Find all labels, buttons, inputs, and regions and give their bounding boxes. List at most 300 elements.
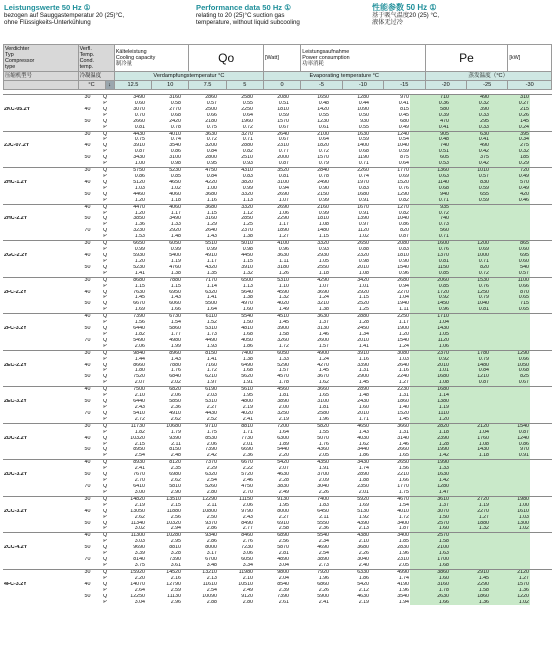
value-cell: 1110 [410,411,450,417]
qp-cell: P [103,489,107,495]
value-cell: 1430 [450,447,490,453]
value-cell: 1.42 [410,478,450,484]
qo-line: Cooling capacity [115,54,156,61]
value-cell: 2.43 [242,514,253,520]
value-cell: 2920 [169,228,181,234]
value-cell: 2150 [317,191,329,197]
value-cell: 2.54 [206,478,217,484]
value-cell: 1280 [410,484,450,490]
value-cell: 5410 [133,410,145,416]
value-cell: 3100 [169,155,181,161]
value-cell: 1.00 [206,185,217,191]
cond-temp-cell: 50 [84,216,91,222]
value-cell: 820 [400,228,409,234]
value-cell: 0.64 [242,112,253,118]
cond-temp-cell: 50 [84,545,91,551]
table-row [3,453,552,459]
value-cell: 5290 [277,362,289,368]
qp-cell: P [103,100,107,106]
table-row [3,198,552,204]
qp-cell: P [103,562,107,568]
value-cell: 1.18 [410,430,450,436]
temp-col: -20 [425,81,466,90]
header-line2-zh: 液体无过冷 [372,19,403,27]
value-cell: 940 [410,192,450,198]
cond-temp-cell [75,307,101,313]
value-cell: 3.75 [134,562,145,568]
value-cell: 10320 [130,435,145,441]
value-cell: 1.10 [278,283,289,289]
value-cell: 2230 [397,387,409,393]
value-cell: 8530 [205,435,217,441]
value-cell: 1.88 [358,478,369,484]
value-cell: 1.15 [206,210,217,216]
value-cell: 0.86 [490,442,530,448]
value-cell: 0.61 [318,124,329,130]
value-cell: 930 [360,118,369,124]
value-cell: 3400 [397,520,409,526]
value-cell: 8960 [169,350,181,356]
qp-cell: P [103,222,107,228]
value-cell: 2.09 [318,478,329,484]
value-cell: 420 [490,192,530,198]
qp-cell: P [103,247,107,253]
value-cell: 5260 [205,484,217,489]
value-cell: 1280 [357,95,369,100]
value-cell: 11150 [239,496,253,502]
value-cell: 1290 [397,191,409,197]
qp-cell: Q [102,362,108,368]
value-cell: 1880 [450,521,490,527]
value-cell: 1240 [490,436,530,442]
value-cell: 1960 [241,118,253,124]
value-cell: 1.16 [398,368,409,374]
value-cell: 2600 [317,337,329,343]
value-cell: 3400 [397,533,409,539]
value-cell: 4380 [357,533,369,539]
value-cell: 0.96 [278,247,289,253]
value-cell: 1.15 [242,258,253,264]
value-cell: 680 [400,118,409,124]
value-cell: 0.27 [490,101,530,107]
cond-temp-cell: 40 [84,179,91,185]
cond-temp-cell [75,344,101,350]
value-cell: 1.50 [242,320,253,326]
value-cell: 2.13 [358,526,369,532]
qp-cell: Q [102,533,108,539]
header-title-en: Performance data 50 Hz ① [196,3,292,12]
value-cell: 7500 [133,387,145,393]
value-cell: 3270 [241,131,253,137]
value-cell: 5310 [205,326,217,332]
cond-temp-cell: 70 [84,337,91,343]
value-cell: 8540 [277,581,289,587]
value-cell: 0.68 [170,112,181,118]
value-cell: 9710 [205,423,217,429]
value-cell: 2.07 [134,380,145,386]
value-cell [490,490,530,496]
value-cell: 4910 [205,252,217,258]
value-cell: 2250 [241,106,253,112]
cond-temp-cell: 50 [84,399,91,405]
model-name: 2EC-3.2Y [4,399,27,405]
value-cell: 3160 [410,582,450,588]
value-cell: 1.33 [410,466,450,472]
model-name [3,490,75,496]
value-cell: 10680 [166,423,181,429]
value-cell: 0.55 [242,100,253,106]
value-cell: 3490 [133,95,145,100]
value-cell: 2.90 [170,489,181,495]
pe-line: 功率消耗 [302,61,324,68]
table-row [3,307,552,313]
value-cell: 6320 [205,472,217,478]
qp-cell: Q [102,252,108,258]
value-cell: 1100 [490,278,530,284]
value-cell: 6050 [277,350,289,356]
value-cell: 0.34 [490,137,530,143]
value-cell: 3660 [397,423,409,429]
value-cell: 0.65 [490,295,530,301]
value-cell: 6320 [205,289,217,295]
value-cell: 0.39 [410,113,450,119]
cond-temp-cell [75,453,101,459]
value-cell: 3520 [277,168,289,174]
value-cell: 1.72 [206,368,217,374]
value-cell: 6820 [169,387,181,393]
value-cell: 2900 [357,374,369,380]
qp-cell: Q [102,423,108,429]
value-cell: 2.77 [242,526,253,532]
value-cell: 4570 [277,374,289,380]
value-cell: 3680 [357,545,369,551]
value-cell: 1810 [397,252,409,258]
value-cell: 1.00 [490,503,530,509]
value-cell: 2.96 [170,599,181,605]
value-cell: 7880 [169,277,181,283]
value-cell: 1.65 [398,453,409,459]
value-cell: 3.48 [206,562,217,568]
value-cell: 970 [490,447,530,453]
value-cell: 2660 [133,118,145,124]
value-cell: 4460 [133,191,145,197]
value-cell: 1.38 [318,307,329,313]
qp-cell: Q [102,520,108,526]
value-cell: 2.05 [318,453,329,459]
value-cell: 15920 [130,569,145,575]
value-cell: 2.95 [170,539,181,545]
value-cell: 2.61 [278,599,289,605]
qp-cell: Q [102,289,108,295]
value-cell: 2.70 [242,489,253,495]
value-cell: 0.66 [490,357,530,363]
value-cell: 1.45 [450,576,490,582]
qp-cell: Q [102,216,108,222]
model-name [3,161,75,167]
value-cell: 1900 [397,326,409,332]
compressor-block [3,496,552,533]
qp-cell: P [103,161,107,167]
cond-temp-cell [75,125,101,131]
value-cell: 8140 [133,557,145,563]
model-name [3,234,75,240]
value-cell: 1.46 [398,441,409,447]
value-cell: 3100 [317,399,329,405]
value-cell: 0.54 [398,137,409,143]
value-cell: 3320 [241,204,253,210]
value-cell: 4430 [205,410,217,416]
table-header [3,44,552,90]
value-cell: 2.29 [206,466,217,472]
value-cell: 0.74 [170,137,181,143]
value-cell: 8810 [169,545,181,551]
value-cell: 1.01 [358,283,369,289]
value-cell: 0.87 [490,430,530,436]
value-cell: 1.82 [134,331,145,337]
value-cell: 2860 [205,95,217,100]
value-cell: 4270 [317,362,329,368]
compressor-block [3,313,552,350]
cond-temp-cell: 40 [84,106,91,112]
value-cell: 1.41 [206,295,217,301]
col-cond-temp [78,45,114,72]
value-cell: 1.94 [398,599,409,605]
value-cell: 4810 [241,326,253,332]
value-cell: 1000 [450,253,490,259]
value-cell: 2.06 [206,441,217,447]
value-cell: 1.92 [358,514,369,520]
value-cell: 0.93 [318,247,329,253]
value-cell: 2.41 [134,466,145,472]
compressor-block [3,277,552,314]
qo-line: Kälteleistung [115,48,147,55]
value-cell: 3430 [357,460,369,466]
value-cell: 2.54 [318,551,329,557]
value-cell: 2.26 [318,489,329,495]
cond-temp-cell: 50 [84,155,91,161]
value-cell: 0.33 [450,113,490,119]
value-cell: 0.85 [170,173,181,179]
table-row [3,600,552,606]
value-cell: 0.32 [490,149,530,155]
value-cell: 2.12 [358,587,369,593]
value-cell: 470 [410,119,450,125]
value-cell: 3260 [277,337,289,343]
value-cell: 0.69 [398,173,409,179]
value-cell: 7390 [277,593,289,599]
value-cell: 2.62 [170,416,181,422]
value-cell: 1.81 [318,405,329,411]
qp-cell: P [103,112,107,118]
value-cell: 1.06 [410,344,450,350]
value-cell: 6440 [133,326,145,332]
value-cell: 6890 [277,533,289,539]
value-cell: 1.68 [410,563,450,569]
cond-temp-cell: 50 [84,374,91,380]
value-cell: 3.28 [170,551,181,557]
value-cell: 1.96 [398,551,409,557]
value-cell: 2.72 [134,416,145,422]
value-cell: 5310 [277,277,289,283]
value-cell: 4050 [241,337,253,343]
value-cell: 3890 [277,399,289,405]
value-cell: 1120 [410,338,450,344]
value-cell [450,234,490,240]
value-cell: 2080 [277,95,289,100]
value-cell: 5440 [277,447,289,453]
value-cell: 0.70 [134,112,145,118]
value-cell: 1300 [490,521,530,527]
value-cell: 8460 [241,533,253,539]
value-cell: 2.01 [358,489,369,495]
qp-cell: Q [102,337,108,343]
value-cell: 3540 [169,143,181,149]
qp-cell: P [103,514,107,520]
qp-cell: P [103,416,107,422]
value-cell: 0.55 [318,112,329,118]
value-cell: 0.98 [242,247,253,253]
value-cell: 2930 [317,252,329,258]
qp-cell: P [103,429,107,435]
value-cell: 8930 [133,460,145,466]
model-name [3,271,75,277]
value-cell: 6840 [169,374,181,380]
value-cell: 0.83 [398,247,409,253]
value-cell: 1.37 [410,503,450,509]
model-name: 2JC-07.2Y [4,143,30,149]
header-title-zh: 性能参数 50 Hz ① [372,3,437,12]
value-cell: 1.45 [398,416,409,422]
value-cell: 1.69 [358,502,369,508]
value-cell: 14520 [166,569,181,575]
value-cell: 11610 [202,581,217,587]
value-cell: 1.82 [134,429,145,435]
value-cell: 3.04 [278,562,289,568]
value-cell: 1.05 [410,332,450,338]
value-cell: 5810 [169,484,181,489]
header-title-de: Leistungswerte 50 Hz ① [4,3,91,12]
table-row [3,234,552,240]
value-cell: 2.43 [134,405,145,411]
value-cell: 1680 [410,374,450,380]
value-cell: 3540 [397,593,409,599]
value-cell: 0.55 [358,124,369,130]
value-cell: 710 [410,95,450,101]
value-cell: 1.31 [398,429,409,435]
qp-cell: P [103,405,107,411]
value-cell: 2880 [241,143,253,149]
value-cell: 1.66 [410,600,450,606]
value-cell: 2850 [241,216,253,222]
value-cell: 2.11 [207,502,217,508]
value-cell: 4750 [241,484,253,489]
value-cell: 7630 [133,289,145,295]
value-cell: 9840 [133,350,145,356]
value-cell: 3160 [205,216,217,222]
qp-cell: Q [102,264,108,270]
value-cell: 1.27 [490,576,530,582]
cond-temp-cell: 50 [84,191,91,197]
value-cell: 8810 [241,423,253,429]
value-cell: 0.99 [170,247,181,253]
value-cell: 2270 [450,509,490,515]
value-cell: 7400 [317,496,329,502]
value-cell: 1.43 [170,356,181,362]
value-cell: 7390 [205,447,217,453]
value-cell: 6440 [133,399,145,405]
value-cell: 9370 [205,520,217,526]
value-cell: 0.79 [318,161,329,167]
qp-cell: Q [102,228,108,234]
qp-cell: P [103,478,107,484]
value-cell: 9390 [169,435,181,441]
value-cell: 6670 [241,460,253,466]
value-cell: 4450 [241,252,253,258]
value-cell: 905 [410,132,450,138]
value-cell: 4990 [397,569,409,575]
value-cell: 7390 [169,557,181,563]
value-cell: 0.75 [206,124,217,130]
qp-cell: Q [102,508,108,514]
cond-temp-cell: 50 [84,447,91,453]
qp-cell: P [103,575,107,581]
value-cell: 1220 [490,594,530,600]
value-cell: 3180 [277,264,289,270]
value-cell: 1.14 [410,393,450,399]
qp-cell: Q [102,387,108,393]
value-cell: 2.59 [170,587,181,593]
value-cell: 2.62 [170,478,181,484]
value-cell: 7520 [133,374,145,380]
value-cell: 0.64 [398,161,409,167]
value-cell: 1.04 [410,320,450,326]
value-cell: 0.84 [450,368,490,374]
value-cell: 0.72 [410,211,450,217]
value-cell: 2.81 [278,551,289,557]
value-cell: 1.43 [358,429,369,435]
value-cell: 3.39 [134,551,145,557]
value-cell: 310 [490,95,530,101]
value-cell: 2000 [277,155,289,161]
value-cell: 2.48 [170,453,181,459]
value-cell: 1.36 [490,588,530,594]
value-cell: 2.36 [170,405,181,411]
value-cell: 0.97 [358,222,369,228]
value-cell: 4560 [277,387,289,393]
value-cell: 1270 [397,204,409,210]
value-cell: 0.78 [170,124,181,130]
qp-cell: Q [102,95,108,100]
value-cell: 4010 [397,508,409,514]
value-cell: 740 [410,216,450,222]
value-cell: 3320 [241,191,253,197]
value-cell: 1.45 [134,295,145,301]
value-cell: 3630 [205,131,217,137]
value-cell: 4760 [169,264,181,270]
qp-cell: P [103,320,107,326]
value-cell: 0.73 [410,222,450,228]
value-cell: 1520 [397,179,409,185]
value-cell: 1.75 [206,429,217,435]
value-cell: 12290 [202,496,217,502]
temp-col: 0 [263,81,300,90]
value-cell: 1.19 [410,405,450,411]
value-cell: 1.58 [450,588,490,594]
value-cell: 0.41 [410,125,450,131]
qp-cell: P [103,124,107,130]
value-cell: 1.91 [242,380,253,386]
value-cell: 815 [400,106,409,112]
